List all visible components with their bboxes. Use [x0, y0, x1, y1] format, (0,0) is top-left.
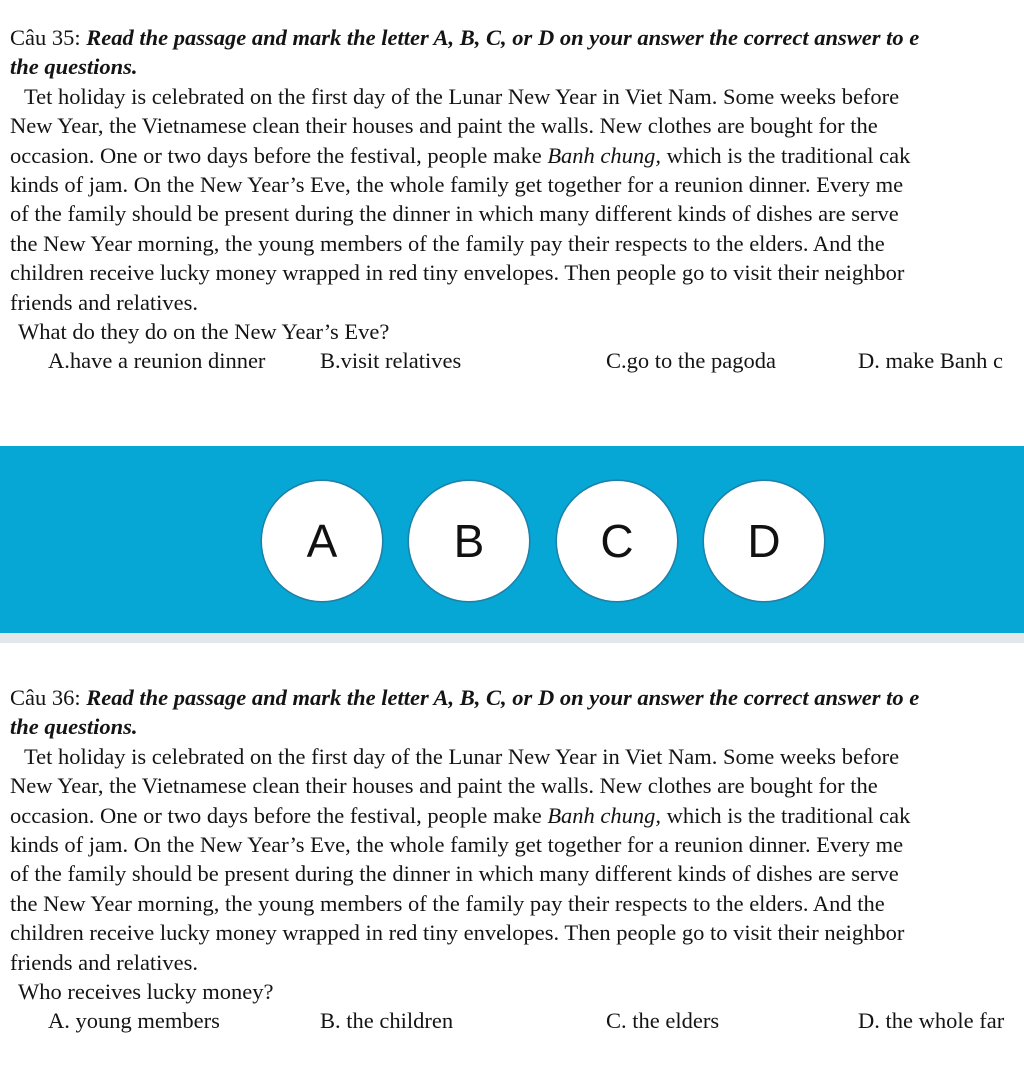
passage-line: occasion. One or two days before the festival, people make Banh chung, which is the traditional cak	[10, 802, 911, 828]
option-a: A. young members	[48, 1008, 220, 1034]
option-c: C.go to the pagoda	[606, 348, 776, 374]
passage-line: children receive lucky money wrapped in red tiny envelopes. Then people go to visit their neighbor	[10, 920, 905, 946]
answer-button-c[interactable]: C	[557, 481, 677, 601]
question-number: Câu 36:	[10, 685, 81, 710]
answer-button-a[interactable]: A	[262, 481, 382, 601]
question-prompt: Who receives lucky money?	[18, 979, 274, 1004]
passage-line: Tet holiday is celebrated on the first day of the Lunar New Year in Viet Nam. Some weeks before	[24, 83, 900, 109]
passage-line: occasion. One or two days before the festival, people make Banh chung, which is the traditional cak	[10, 142, 911, 168]
question-instruction	[10, 23, 919, 52]
answer-button-b[interactable]: B	[409, 481, 529, 601]
option-a: A.have a reunion dinner	[48, 348, 266, 374]
option-d: D. the whole far	[858, 1008, 1005, 1034]
italic-term: Banh chung,	[547, 802, 662, 828]
passage-line: kinds of jam. On the New Year’s Eve, the whole family get together for a reunion dinner. Every me	[10, 832, 904, 857]
instruction-text: Read the passage and mark the letter A, B, C, or D on your answer the correct answer to e	[86, 25, 920, 50]
passage-line: the New Year morning, the young members of the family pay their respects to the elders. And the	[10, 890, 885, 916]
answer-panel	[0, 446, 1024, 633]
passage-line: friends and relatives.	[10, 289, 199, 315]
answer-button-d[interactable]: D	[704, 481, 824, 601]
option-d: D. make Banh c	[858, 348, 1003, 374]
panel-divider	[0, 633, 1024, 643]
passage-line: friends and relatives.	[10, 949, 199, 975]
option-b: B.visit relatives	[320, 348, 462, 374]
question-instruction	[10, 683, 919, 712]
italic-term: Banh chung,	[547, 142, 662, 168]
passage-line: the New Year morning, the young members of the family pay their respects to the elders. And the	[10, 230, 885, 256]
option-b: B. the children	[320, 1008, 454, 1034]
instruction-text-cont: the questions.	[10, 714, 138, 740]
question-number: Câu 35:	[10, 25, 81, 50]
passage-line: kinds of jam. On the New Year’s Eve, the whole family get together for a reunion dinner. Every me	[10, 172, 904, 197]
passage-line: New Year, the Vietnamese clean their houses and paint the walls. New clothes are bought for the	[10, 773, 878, 799]
passage-line: children receive lucky money wrapped in red tiny envelopes. Then people go to visit their neighbor	[10, 260, 905, 286]
question-prompt: What do they do on the New Year’s Eve?	[18, 319, 390, 344]
passage-line: New Year, the Vietnamese clean their houses and paint the walls. New clothes are bought for the	[10, 113, 878, 139]
passage-line: Tet holiday is celebrated on the first day of the Lunar New Year in Viet Nam. Some weeks before	[24, 743, 900, 769]
instruction-text: Read the passage and mark the letter A, B, C, or D on your answer the correct answer to e	[86, 685, 920, 710]
instruction-text-cont: the questions.	[10, 54, 138, 80]
option-c: C. the elders	[606, 1008, 720, 1034]
passage-line: of the family should be present during the dinner in which many different kinds of dishes are serve	[10, 861, 899, 887]
passage-line: of the family should be present during the dinner in which many different kinds of dishes are serve	[10, 201, 899, 227]
